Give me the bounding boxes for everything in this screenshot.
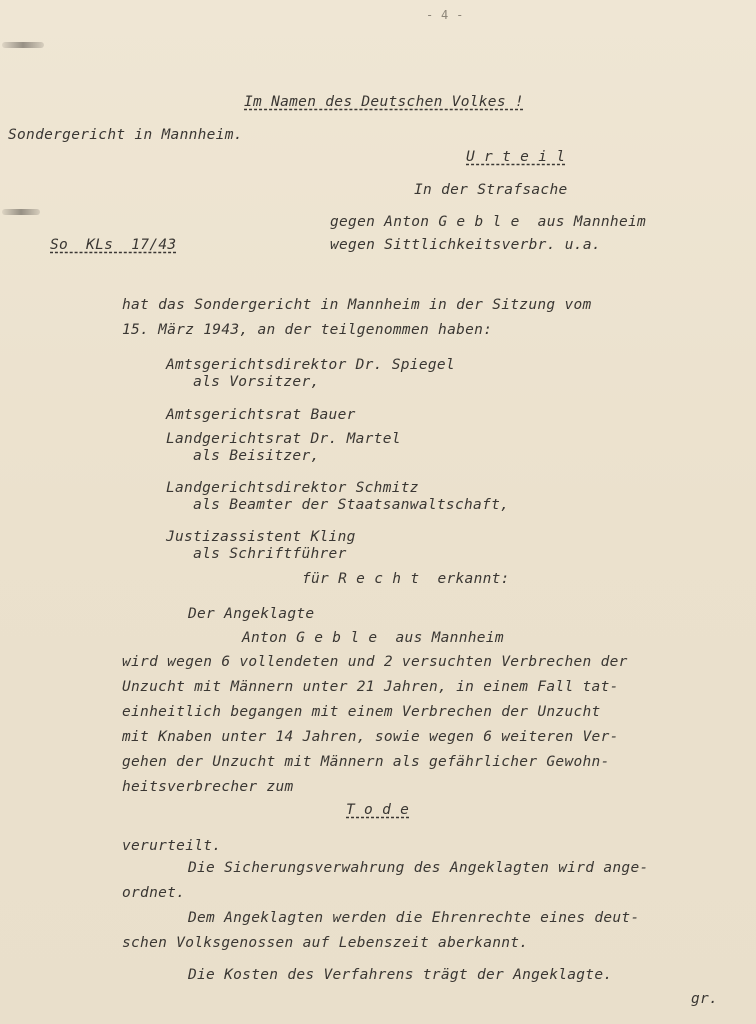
staple-mark-middle [2,209,40,215]
closing-line: Dem Angeklagten werden die Ehrenrechte eines deut- [188,910,640,926]
participant-line: als Vorsitzer, [166,374,320,390]
case-offense: wegen Sittlichkeitsverbr. u.a. [330,237,601,253]
defendant-name: Anton G e b l e aus Mannheim [242,630,504,646]
participant-line: Landgerichtsrat Dr. Martel [166,431,401,447]
staple-mark-top [2,42,44,48]
document-heading: Im Namen des Deutschen Volkes ! [244,94,524,110]
participant-line: Amtsgerichtsdirektor Dr. Spiegel [166,357,455,373]
closing-line: Die Sicherungsverwahrung des Angeklagten wird ange- [188,860,649,876]
participant-line: Amtsgerichtsrat Bauer [166,407,356,423]
participant-line: Justizassistent Kling [166,529,356,545]
document-title: U r t e i l [466,149,566,165]
participant-line: als Beisitzer, [166,448,320,464]
verdict-intro: für R e c h t erkannt: [302,571,510,587]
case-against: gegen Anton G e b l e aus Mannheim [330,214,647,230]
verdict-line: Unzucht mit Männern unter 21 Jahren, in einem Fall tat- [122,679,619,695]
case-intro: In der Strafsache [414,182,568,198]
closing-line: ordnet. [122,885,186,901]
session-line-2: 15. März 1943, an der teilgenommen haben: [122,322,493,338]
sentenced: verurteilt. [122,838,222,854]
closing-line: Die Kosten des Verfahrens trägt der Angeklagte. [188,967,613,983]
verdict-line: mit Knaben unter 14 Jahren, sowie wegen 6 weiteren Ver- [122,729,619,745]
court-name: Sondergericht in Mannheim. [8,127,243,143]
defendant-label: Der Angeklagte [188,606,315,622]
participant-line: als Schriftführer [166,546,347,562]
verdict-line: heitsverbrecher zum [122,779,294,795]
sentence: T o d e [346,802,410,818]
participant-line: Landgerichtsdirektor Schmitz [166,480,419,496]
verdict-line: einheitlich begangen mit einem Verbrechen der Unzucht [122,704,601,720]
participant-line: als Beamter der Staatsanwaltschaft, [166,497,510,513]
verdict-line: wird wegen 6 vollendeten und 2 versuchten Verbrechen der [122,654,628,670]
verdict-line: gehen der Unzucht mit Männern als gefährlicher Gewohn- [122,754,610,770]
session-line-1: hat das Sondergericht in Mannheim in der Sitzung vom [122,297,592,313]
closing-line: schen Volksgenossen auf Lebenszeit aberkannt. [122,935,529,951]
initials: gr. [691,991,719,1007]
case-number: So KLs 17/43 [50,237,177,253]
page-number: - 4 - [426,8,464,22]
